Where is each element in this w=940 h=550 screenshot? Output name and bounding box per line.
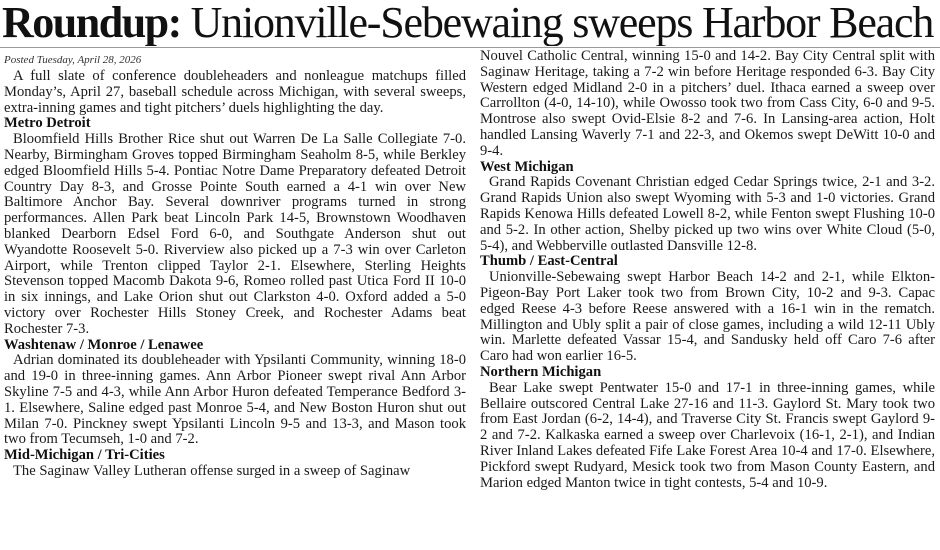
section-heading-northern-michigan: Northern Michigan bbox=[480, 363, 602, 380]
section-heading-thumb: Thumb / East-Central bbox=[480, 253, 618, 270]
section-heading-metro-detroit: Metro Detroit bbox=[4, 115, 91, 132]
section-text-washtenaw: Adrian dominated its doubleheader with Ypsilanti Community, winning 18-0 and 19-0 in three-inning games. Ann Arbor Pioneer swept rival Ann Arbor Skyline 7-5 and 4-3, while Ann Arbor Huron defeated Temperance Bedford 3-1. Elsewhere, Saline edged past Monroe 5-4, and New Boston Huron shut out Milan 7-0. Pinckney swept Ypsilanti Lincoln 9-5 and 13-3, and Mason took two from Tecumseh, 1-0 and 7-2. bbox=[4, 352, 466, 448]
intro-paragraph: A full slate of conference doubleheaders and nonleague matchups filled Monday’s, April 27, baseball schedule across Michigan, with several sweeps, extra-inning games and tight pitchers’ duels highlighting the day. bbox=[4, 68, 466, 116]
headline bbox=[2, 0, 938, 46]
section-text-metro-detroit: Bloomfield Hills Brother Rice shut out Warren De La Salle Collegiate 7-0. Nearby, Birmingham Groves topped Birmingham Seaholm 8-5, while Berkley edged Bloomfield Hills 5-4. Pontiac Notre Dame Preparatory defeated Detroit Country Day 8-3, and Grosse Pointe South earned a 4-1 win over New Baltimore Anchor Bay. Several downriver programs turned in strong performances. Allen Park beat Lincoln Park 14-5, Brownstown Woodhaven blanked Dearborn Edsel Ford 6-0, and Southgate Anderson shut out Wyandotte Roosevelt 5-0. Riverview also picked up a 7-3 win over Carleton Airport, while Trenton clipped Taylor 2-1. Elsewhere, Sterling Heights Stevenson topped Macomb Dakota 9-6, Romeo rolled past Utica Ford II 10-0 in six innings, and Lake Orion shut out Clarkston 4-0. Oxford added a 5-0 victory over Rochester Hills Stoney Creek, and Rochester Adams beat Rochester 7-3. bbox=[4, 131, 466, 337]
left-column bbox=[4, 48, 466, 480]
section-text-thumb: Unionville-Sebewaing swept Harbor Beach 14-2 and 2-1, while Elkton-Pigeon-Bay Port Laker took two from Brown City, 10-2 and 9-3. Capac edged Reese 4-3 before Reese answered with a 16-1 win in the rematch. Millington and Ubly split a pair of close games, including a wild 12-11 Ubly win. Marlette defeated Vassar 15-4, and Sandusky held off Caro 7-6 after Caro had won earlier 16-5. bbox=[480, 269, 935, 365]
section-text-mid-michigan-start: The Saginaw Valley Lutheran offense surged in a sweep of Saginaw bbox=[13, 462, 411, 479]
section-heading-west-michigan: West Michigan bbox=[480, 158, 574, 175]
section-heading-mid-michigan: Mid-Michigan / Tri-Cities bbox=[4, 447, 165, 464]
dateline: Posted Tuesday, April 28, 2026 bbox=[4, 54, 142, 66]
headline-rest: Unionville-Sebewaing sweeps Harbor Beach bbox=[180, 0, 934, 46]
headline-lead: Roundup: bbox=[2, 0, 181, 46]
section-text-northern-michigan: Bear Lake swept Pentwater 15-0 and 17-1 in three-inning games, while Bellaire outscored Central Lake 27-16 and 11-3. Gaylord St. Mary took two from East Jordan (6-2, 14-4), and Traverse City St. Francis swept Gaylord 9-2 and 7-2. Kalkaska earned a sweep over Charlevoix (16-1, 2-1), and Indian River Inland Lakes defeated Fife Lake Forest Area 10-4 and 17-0. Elsewhere, Pickford swept Rudyard, Mesick took two from Mason County Eastern, and Marion edged Manton twice in tight contests, 5-4 and 10-9. bbox=[480, 379, 935, 491]
section-heading-washtenaw: Washtenaw / Monroe / Lenawee bbox=[4, 336, 204, 353]
section-text-mid-michigan-continued: Nouvel Catholic Central, winning 15-0 and 14-2. Bay City Central split with Saginaw Heritage, taking a 7-2 win before Heritage responded 6-3. Bay City Western edged Midland 2-0 in a pitchers’ duel. Ithaca earned a sweep over Carrollton (4-0, 14-10), while Owosso took two from Cass City, 6-0 and 9-5. Montrose also swept Ovid-Elsie 8-2 and 7-6. In Lansing-area action, Holt handled Lansing Waverly 7-1 and 22-3, and Okemos swept DeWitt 10-0 and 9-4. bbox=[480, 48, 935, 159]
section-text-west-michigan: Grand Rapids Covenant Christian edged Cedar Springs twice, 2-1 and 3-2. Grand Rapids Union also swept Wyoming with 5-3 and 1-0 victories. Grand Rapids Kenowa Hills defeated Lowell 8-2, while Fenton swept Flushing 10-0 and 5-2. In other action, Shelby picked up two wins over White Cloud (5-0, 5-4), and Webberville outlasted Dansville 12-8. bbox=[480, 174, 935, 254]
right-column bbox=[480, 49, 935, 491]
